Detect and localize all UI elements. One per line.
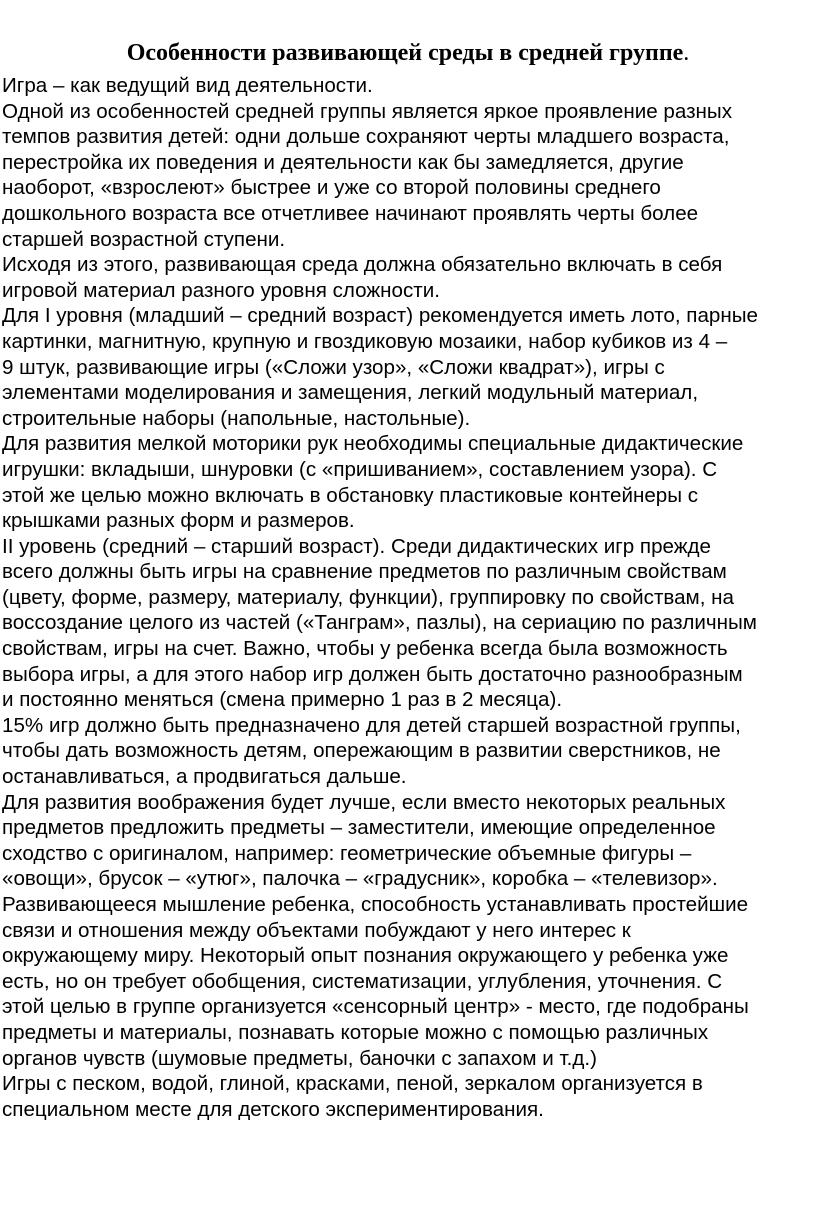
text-line: крышками разных форм и размеров. (2, 509, 355, 533)
text-line: предметы и материалы, познавать которые можно с помощью различных (2, 1020, 709, 1044)
text-line: темпов развития детей: одни дольше сохраняют черты младшего возраста, (2, 125, 730, 149)
text-line: 9 штук, развивающие игры («Сложи узор», «Сложи квадрат»), игры с (2, 355, 665, 379)
text-line: «овощи», брусок – «утюг», палочка – «градусник», коробка – «телевизор». (2, 867, 718, 891)
text-line: Для развития воображения будет лучше, если вместо некоторых реальных (2, 790, 726, 814)
text-line: останавливаться, а продвигаться дальше. (2, 765, 407, 789)
text-line: перестройка их поведения и деятельности как бы замедляется, другие (2, 150, 684, 174)
text-line: Игры с песком, водой, глиной, красками, пеной, зеркалом организуется в (2, 1072, 703, 1096)
text-line: связи и отношения между объектами побуждают у него интерес к (2, 918, 631, 942)
text-line: строительные наборы (напольные, настольные). (2, 406, 471, 430)
text-line: специальном месте для детского экспериментирования. (2, 1097, 544, 1121)
document-title: Особенности развивающей среды в средней группе (126, 40, 684, 66)
text-line: II уровень (средний – старший возраст). Среди дидактических игр прежде (2, 534, 711, 558)
document-body (0, 73, 816, 1122)
text-line: выбора игры, а для этого набор игр должен быть достаточно разнообразным (2, 662, 743, 686)
text-line: и постоянно меняться (смена примерно 1 раз в 2 месяца). (2, 688, 563, 712)
text-line: наоборот, «взрослеют» быстрее и уже со второй половины среднего (2, 176, 661, 200)
text-line: окружающему миру. Некоторый опыт познания окружающего у ребенка уже (2, 944, 729, 968)
text-line: игрушки: вкладыши, шнуровки (с «пришиванием», составлением узора). С (2, 457, 718, 481)
text-line: дошкольного возраста все отчетливее начинают проявлять черты более (2, 201, 699, 225)
text-line: Развивающееся мышление ребенка, способность устанавливать простейшие (2, 893, 749, 916)
title-line (0, 38, 816, 68)
text-line: сходство с оригиналом, например: геометрические объемные фигуры – (2, 841, 692, 865)
text-line: Исходя из этого, развивающая среда должна обязательно включать в себя (2, 253, 723, 277)
text-line: этой же целью можно включать в обстановку пластиковые контейнеры с (2, 483, 699, 507)
text-line: картинки, магнитную, крупную и гвоздиковую мозаики, набор кубиков из 4 – (2, 329, 728, 353)
text-line: свойствам, игры на счет. Важно, чтобы у ребенка всегда была возможность (2, 637, 728, 661)
text-line: Одной из особенностей средней группы является яркое проявление разных (2, 99, 732, 123)
text-line: элементами моделирования и замещения, легкий модульный материал, (2, 381, 699, 405)
text-line: игровой материал разного уровня сложности. (2, 278, 440, 302)
title-period: . (683, 40, 690, 66)
text-line: органов чувств (шумовые предметы, баночки с запахом и т.д.) (2, 1046, 597, 1070)
text-line: всего должны быть игры на сравнение предметов по различным свойствам (2, 560, 727, 584)
text-line: старшей возрастной ступени. (2, 227, 286, 251)
text-line: есть, но он требует обобщения, систематизации, углубления, уточнения. С (2, 969, 723, 993)
text-line: Для развития мелкой моторики рук необходимы специальные дидактические (2, 432, 744, 456)
text-line: воссоздание целого из частей («Танграм», пазлы), на сериацию по различным (2, 611, 757, 635)
text-line: Игра – как ведущий вид деятельности. (2, 74, 373, 97)
text-line: этой целью в группе организуется «сенсорный центр» - место, где подобраны (2, 995, 749, 1019)
text-line: (цвету, форме, размеру, материалу, функции), группировку по свойствам, на (2, 585, 734, 609)
text-line: предметов предложить предметы – заместители, имеющие определенное (2, 816, 716, 840)
text-line: 15% игр должно быть предназначено для детей старшей возрастной группы, (2, 713, 741, 737)
text-line: Для I уровня (младший – средний возраст) рекомендуется иметь лото, парные (2, 304, 758, 328)
text-line: чтобы дать возможность детям, опережающим в развитии сверстников, не (2, 739, 721, 763)
